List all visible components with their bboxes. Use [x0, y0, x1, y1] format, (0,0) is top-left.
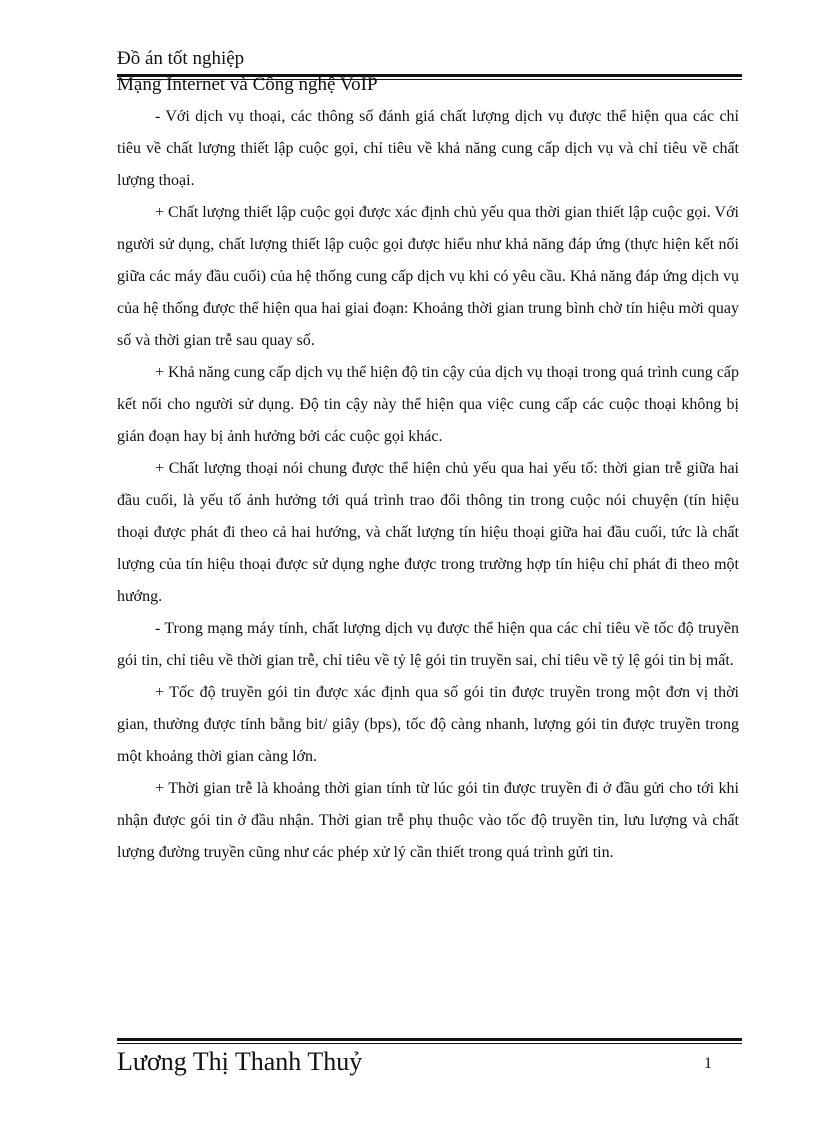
paragraph: + Chất lượng thiết lập cuộc gọi được xác định chủ yếu qua thời gian thiết lập cuộc gọi. Với người sử dụng, chất lượng thiết lập cuộc gọi được hiểu như khả năng đáp ứng (thực hiện kết nối giữa các máy đầu cuối) của hệ thống cung cấp dịch vụ khi có yêu cầu. Khả năng đáp ứng dịch vụ của hệ thống được thể hiện qua hai giai đoạn: Khoảng thời gian trung bình chờ tín hiệu mời quay số và thời gian trễ sau quay số.	[117, 204, 739, 349]
page-number: 1	[704, 1055, 712, 1072]
document-subject: Mạng Internet và Công nghệ VoIP	[117, 74, 378, 95]
document-type: Đồ án tốt nghiệp	[117, 48, 245, 69]
footer-divider	[117, 1038, 742, 1044]
paragraph: + Khả năng cung cấp dịch vụ thể hiện độ tin cậy của dịch vụ thoại trong quá trình cung cấp kết nối cho người sử dụng. Độ tin cậy này thể hiện qua việc cung cấp các cuộc thoại không bị gián đoạn hay bị ảnh hưởng bởi các cuộc gọi khác.	[117, 364, 739, 445]
author-name: Lương Thị Thanh Thuỷ	[117, 1047, 363, 1076]
paragraph: + Tốc độ truyền gói tin được xác định qua số gói tin được truyền trong một đơn vị thời gian, thường được tính bằng bit/ giây (bps), tốc độ càng nhanh, lượng gói tin được truyền trong một khoảng thời gian càng lớn.	[117, 684, 739, 765]
page-header	[117, 48, 742, 95]
document-body	[117, 101, 739, 869]
paragraph: + Thời gian trễ là khoảng thời gian tính từ lúc gói tin được truyền đi ở đầu gửi cho tới khi nhận được gói tin ở đầu nhận. Thời gian trễ phụ thuộc vào tốc độ truyền tin, lưu lượng và chất lượng đường truyền cũng như các phép xử lý cần thiết trong quá trình gửi tin.	[117, 780, 739, 861]
paragraph: - Với dịch vụ thoại, các thông số đánh giá chất lượng dịch vụ được thể hiện qua các chỉ tiêu về chất lượng thiết lập cuộc gọi, chỉ tiêu về khả năng cung cấp dịch vụ và chỉ tiêu về chất lượng thoại.	[117, 108, 739, 189]
header-divider	[117, 74, 742, 80]
paragraph: - Trong mạng máy tính, chất lượng dịch vụ được thể hiện qua các chỉ tiêu về tốc độ truyền gói tin, chỉ tiêu về thời gian trễ, chỉ tiêu về tỷ lệ gói tin truyền sai, chỉ tiêu về tỷ lệ gói tin bị mất.	[117, 620, 739, 669]
paragraph: + Chất lượng thoại nói chung được thể hiện chủ yếu qua hai yếu tố: thời gian trễ giữa hai đầu cuối, là yếu tố ảnh hưởng tới quá trình trao đổi thông tin trong cuộc nói chuyện (tín hiệu thoại được phát đi theo cả hai hướng, và chất lượng tín hiệu thoại giữa hai đầu cuối, tức là chất lượng của tín hiệu thoại được sử dụng nghe được trong trường hợp tín hiệu chỉ phát đi theo một hướng.	[117, 460, 739, 605]
